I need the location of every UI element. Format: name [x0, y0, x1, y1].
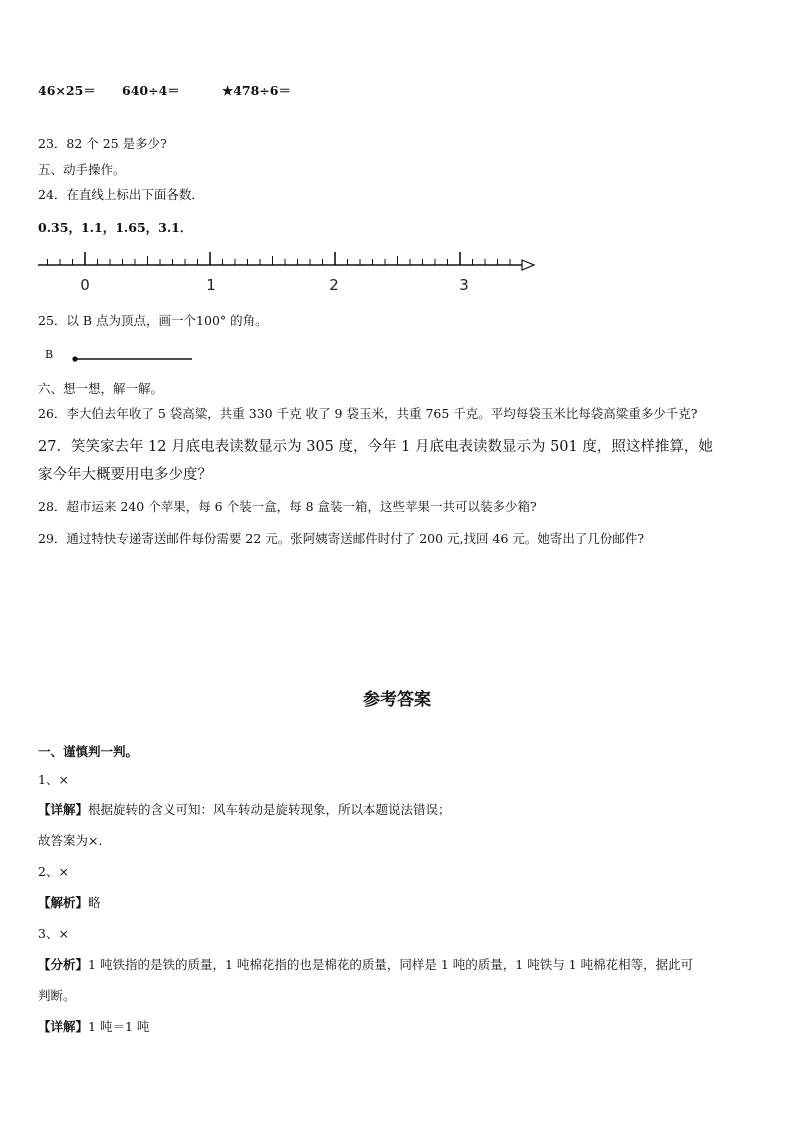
answers-title: 参考答案 — [363, 690, 431, 710]
answer-3: 3、× — [38, 926, 69, 941]
detail-tag: 【详解】 — [38, 1019, 89, 1034]
answer-1-conclusion: 故答案为×. — [38, 833, 103, 848]
number-line-ticks — [48, 252, 511, 265]
section-5-heading: 五、动手操作。 — [38, 162, 126, 177]
number-line-label: 1 — [206, 276, 216, 294]
question-25: 25．以 B 点为顶点，画一个100° 的角。 — [38, 313, 268, 328]
question-24: 24．在直线上标出下面各数． — [38, 187, 204, 202]
calc-item-1: 46×25＝ — [38, 83, 96, 98]
answer-3-analysis-line-2: 判断。 — [38, 988, 76, 1003]
question-23: 23．82 个 25 是多少? — [38, 136, 167, 151]
question-27-line-2: 家今年大概要用电多少度？ — [38, 467, 212, 483]
answer-3-analysis — [38, 957, 693, 973]
answer-2-analysis — [38, 895, 101, 911]
detail-text: 根据旋转的含义可知：风车转动是旋转现象，所以本题说法错误； — [88, 802, 451, 817]
question-26: 26．李大伯去年收了 5 袋高粱，共重 330 千克 收了 9 袋玉米，共重 765 千克。平均每袋玉米比每袋高粱重多少千克? — [38, 406, 698, 421]
number-line — [36, 245, 540, 295]
question-28: 28．超市运来 240 个苹果，每 6 个装一盒，每 8 盒装一箱，这些苹果一共可以装多少箱? — [38, 499, 537, 514]
answer-1: 1、× — [38, 772, 69, 787]
answer-2: 2、× — [38, 864, 69, 879]
analysis-text: 略 — [88, 895, 101, 910]
section-6-heading: 六、想一想，解一解。 — [38, 381, 164, 396]
point-b-label: B — [45, 348, 54, 361]
question-27-line-1: 27．笑笑家去年 12 月底电表读数显示为 305 度，今年 1 月底电表读数显示为 501 度，照这样推算，她 — [38, 439, 713, 455]
answer-1-detail — [38, 802, 451, 818]
analysis-text: 1 吨铁指的是铁的质量，1 吨棉花指的也是棉花的质量，同样是 1 吨的质量，1 吨铁与 1 吨棉花相等，据此可 — [88, 957, 694, 972]
number-line-arrow — [522, 260, 534, 270]
analysis-tag: 【解析】 — [38, 895, 89, 910]
calc-item-2: 640÷4＝ — [122, 83, 180, 98]
answers-section-1: 一、谨慎判一判。 — [38, 744, 139, 759]
number-line-label: 0 — [80, 276, 90, 294]
detail-tag: 【详解】 — [38, 802, 89, 817]
calc-item-3: ★478÷6＝ — [222, 83, 291, 98]
answer-3-detail — [38, 1019, 149, 1035]
number-line-label: 3 — [459, 276, 469, 294]
detail-text: 1 吨＝1 吨 — [88, 1019, 150, 1034]
question-24-numbers: 0.35，1.1，1.65，3.1． — [38, 220, 193, 235]
question-29: 29．通过特快专递寄送邮件每份需要 22 元。张阿姨寄送邮件时付了 200 元,找回 46 元。她寄出了几份邮件? — [38, 531, 645, 546]
ray-from-b — [60, 350, 200, 366]
analysis-tag: 【分析】 — [38, 957, 89, 972]
number-line-label: 2 — [329, 276, 339, 294]
